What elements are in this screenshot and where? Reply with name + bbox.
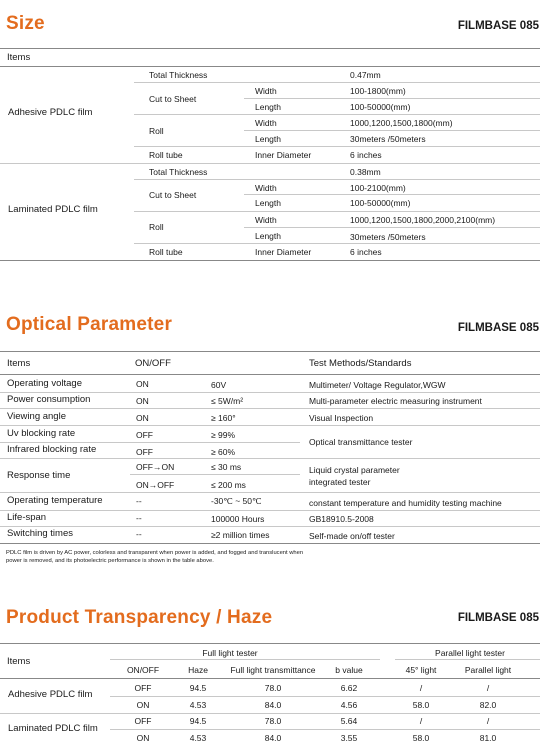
optical-row-value: ≥2 million times [211, 530, 270, 540]
optical-row-onoff: -- [136, 529, 142, 539]
laminated-roll-width-value: 1000,1200,1500,1800,2000,2100(mm) [350, 215, 496, 225]
optical-row-item: Response time [7, 470, 71, 481]
adhesive-inner-value: 6 inches [350, 150, 382, 160]
divider [130, 474, 300, 475]
brand-label-optical: FILMBASE 085 [457, 322, 539, 334]
transparency-table-top-border [0, 643, 540, 644]
optical-row-item: Operating voltage [7, 378, 82, 389]
divider [244, 194, 540, 195]
divider [0, 392, 540, 393]
transparency-group-divider [0, 713, 540, 714]
table-cell: / [419, 716, 423, 726]
table-cell: 81.0 [479, 733, 497, 743]
transparency-group-adhesive: Adhesive PDLC film [8, 689, 93, 700]
size-group-divider [0, 163, 540, 164]
optical-row-value: ≤ 5W/m² [211, 396, 244, 406]
table-cell: 58.0 [412, 733, 430, 743]
divider [0, 510, 540, 511]
optical-row-method: Self-made on/off tester [309, 531, 395, 541]
optical-row-item: Uv blocking rate [7, 428, 76, 439]
table-cell: 94.5 [189, 716, 207, 726]
optical-row-item: Switching times [7, 528, 73, 539]
laminated-inner-value: 6 inches [350, 247, 382, 257]
laminated-cut-width-value: 100-2100(mm) [350, 183, 406, 193]
divider [134, 146, 540, 147]
optical-row-onoff: ON [136, 379, 149, 389]
adhesive-cut-label: Cut to Sheet [149, 94, 197, 104]
laminated-roll-length-label: Length [255, 231, 281, 241]
adhesive-total-thickness-value: 0.47mm [350, 70, 381, 80]
col-header-full-transmittance: Full light transmittance [230, 665, 316, 675]
optical-row-value: 100000 Hours [211, 514, 265, 524]
divider [395, 659, 540, 660]
optical-items-header: Items [7, 358, 31, 369]
transparency-header-border [0, 678, 540, 679]
optical-row-item: Infrared blocking rate [7, 444, 97, 455]
optical-row-onoff: OFF [136, 447, 153, 457]
divider [0, 408, 540, 409]
parallel-light-tester-header: Parallel light tester [435, 648, 505, 658]
adhesive-roll-length-value: 30meters /50meters [350, 134, 426, 144]
adhesive-roll-width-label: Width [255, 118, 277, 128]
table-cell: OFF [134, 683, 152, 693]
optical-row-item: Power consumption [7, 394, 91, 405]
optical-row-item: Operating temperature [7, 495, 103, 506]
adhesive-total-thickness-label: Total Thickness [149, 70, 208, 80]
table-cell: 6.62 [340, 683, 358, 693]
optical-row-value: ≥ 99% [211, 430, 236, 440]
table-cell: OFF [134, 716, 152, 726]
adhesive-roll-length-label: Length [255, 134, 281, 144]
optical-row-value: ≤ 30 ms [211, 462, 242, 472]
optical-row-onoff: ON [136, 413, 149, 423]
adhesive-cut-width-label: Width [255, 86, 277, 96]
optical-row-onoff: ON [136, 396, 149, 406]
divider [0, 458, 540, 459]
divider [244, 227, 540, 228]
laminated-cut-label: Cut to Sheet [149, 190, 197, 200]
laminated-roll-label: Roll [149, 222, 164, 232]
optical-table-top-border [0, 351, 540, 352]
size-header-border [0, 66, 540, 67]
adhesive-cut-length-value: 100-50000(mm) [350, 102, 411, 112]
laminated-cut-length-value: 100-50000(mm) [350, 198, 411, 208]
adhesive-inner-label: Inner Diameter [255, 150, 312, 160]
laminated-total-thickness-value: 0.38mm [350, 167, 381, 177]
size-group-adhesive-name: Adhesive PDLC film [8, 107, 93, 118]
divider [110, 659, 380, 660]
transparency-group-laminated: Laminated PDLC film [8, 723, 98, 734]
divider [110, 729, 540, 730]
brand-label-size: FILMBASE 085 [457, 20, 539, 32]
optical-section-title: Optical Parameter [6, 314, 173, 335]
table-cell: / [486, 683, 490, 693]
col-header-45-light: 45° light [405, 665, 437, 675]
table-cell: 4.56 [340, 700, 358, 710]
optical-row-onoff: -- [136, 513, 142, 523]
size-section-title: Size [6, 13, 45, 34]
table-cell: / [419, 683, 423, 693]
laminated-roll-width-label: Width [255, 215, 277, 225]
table-cell: 78.0 [264, 683, 282, 693]
full-light-tester-header: Full light tester [202, 648, 258, 658]
table-cell: 78.0 [264, 716, 282, 726]
optical-table-bottom-border [0, 543, 540, 544]
col-header-onoff: ON/OFF [126, 665, 160, 675]
divider [134, 179, 540, 180]
divider [134, 243, 540, 244]
optical-note-line1: PDLC film is driven by AC power, colorless and transparent when power is added, and fogged and translucent when [6, 550, 304, 556]
table-cell: 84.0 [264, 733, 282, 743]
size-table-top-border [0, 48, 540, 49]
adhesive-cut-width-value: 100-1800(mm) [350, 86, 406, 96]
adhesive-tube-label: Roll tube [149, 150, 183, 160]
col-header-parallel-light: Parallel light [464, 665, 512, 675]
table-cell: 5.64 [340, 716, 358, 726]
table-cell: ON [136, 700, 150, 710]
col-header-haze: Haze [188, 665, 208, 675]
divider [134, 82, 540, 83]
optical-row-onoff: OFF [136, 430, 153, 440]
optical-row-onoff: OFF→ON [136, 462, 175, 472]
optical-methods-header: Test Methods/Standards [309, 358, 412, 369]
table-cell: 94.5 [189, 683, 207, 693]
table-cell: 82.0 [479, 700, 497, 710]
divider [0, 442, 300, 443]
optical-row-onoff: ON→OFF [136, 480, 175, 490]
optical-uv-ir-method: Optical transmittance tester [309, 437, 413, 447]
table-cell: 58.0 [412, 700, 430, 710]
table-cell: / [486, 716, 490, 726]
table-cell: 3.55 [340, 733, 358, 743]
divider [0, 492, 540, 493]
optical-row-method: constant temperature and humidity testing machine [309, 498, 502, 508]
optical-row-value: -30℃ ~ 50℃ [211, 496, 262, 506]
size-table-bottom-border [0, 260, 540, 261]
table-cell: ON [136, 733, 150, 743]
optical-response-method-line1: Liquid crystal parameter [309, 465, 400, 475]
optical-row-method: GB18910.5-2008 [309, 514, 374, 524]
optical-onoff-header: ON/OFF [135, 358, 171, 369]
size-items-header: Items [7, 52, 31, 63]
optical-row-method: Multimeter/ Voltage Regulator,WGW [309, 380, 446, 390]
table-cell: 4.53 [189, 733, 207, 743]
divider [0, 526, 540, 527]
optical-row-method: Multi-parameter electric measuring instrument [309, 396, 482, 406]
table-cell: 84.0 [264, 700, 282, 710]
optical-row-method: Visual Inspection [309, 413, 374, 423]
laminated-cut-width-label: Width [255, 183, 277, 193]
divider [134, 211, 540, 212]
divider [134, 114, 540, 115]
laminated-inner-label: Inner Diameter [255, 247, 312, 257]
optical-row-value: 60V [211, 380, 227, 390]
brand-label-transparency: FILMBASE 085 [457, 612, 539, 624]
divider [0, 425, 540, 426]
optical-row-value: ≥ 160° [211, 413, 236, 423]
optical-row-onoff: -- [136, 496, 142, 506]
transparency-section-title: Product Transparency / Haze [6, 607, 273, 628]
laminated-tube-label: Roll tube [149, 247, 183, 257]
adhesive-cut-length-label: Length [255, 102, 281, 112]
optical-row-value: ≥ 60% [211, 447, 236, 457]
transparency-items-header: Items [7, 656, 31, 667]
adhesive-roll-width-value: 1000,1200,1500,1800(mm) [350, 118, 453, 128]
divider [110, 696, 540, 697]
adhesive-roll-label: Roll [149, 126, 164, 136]
laminated-total-thickness-label: Total Thickness [149, 167, 208, 177]
optical-row-item: Viewing angle [7, 411, 66, 422]
col-header-b-value: b value [335, 665, 363, 675]
divider [244, 130, 540, 131]
size-group-laminated-name: Laminated PDLC film [8, 204, 98, 215]
optical-response-method-line2: integrated tester [309, 477, 371, 487]
table-cell: 4.53 [189, 700, 207, 710]
optical-note-line2: power is removed, and its photoelectric performance is shown in the table above. [6, 558, 214, 564]
laminated-roll-length-value: 30meters /50meters [350, 232, 426, 242]
laminated-cut-length-label: Length [255, 198, 281, 208]
divider [244, 98, 540, 99]
optical-row-item: Life-span [7, 512, 47, 523]
optical-row-value: ≤ 200 ms [211, 480, 246, 490]
optical-header-border [0, 374, 540, 375]
